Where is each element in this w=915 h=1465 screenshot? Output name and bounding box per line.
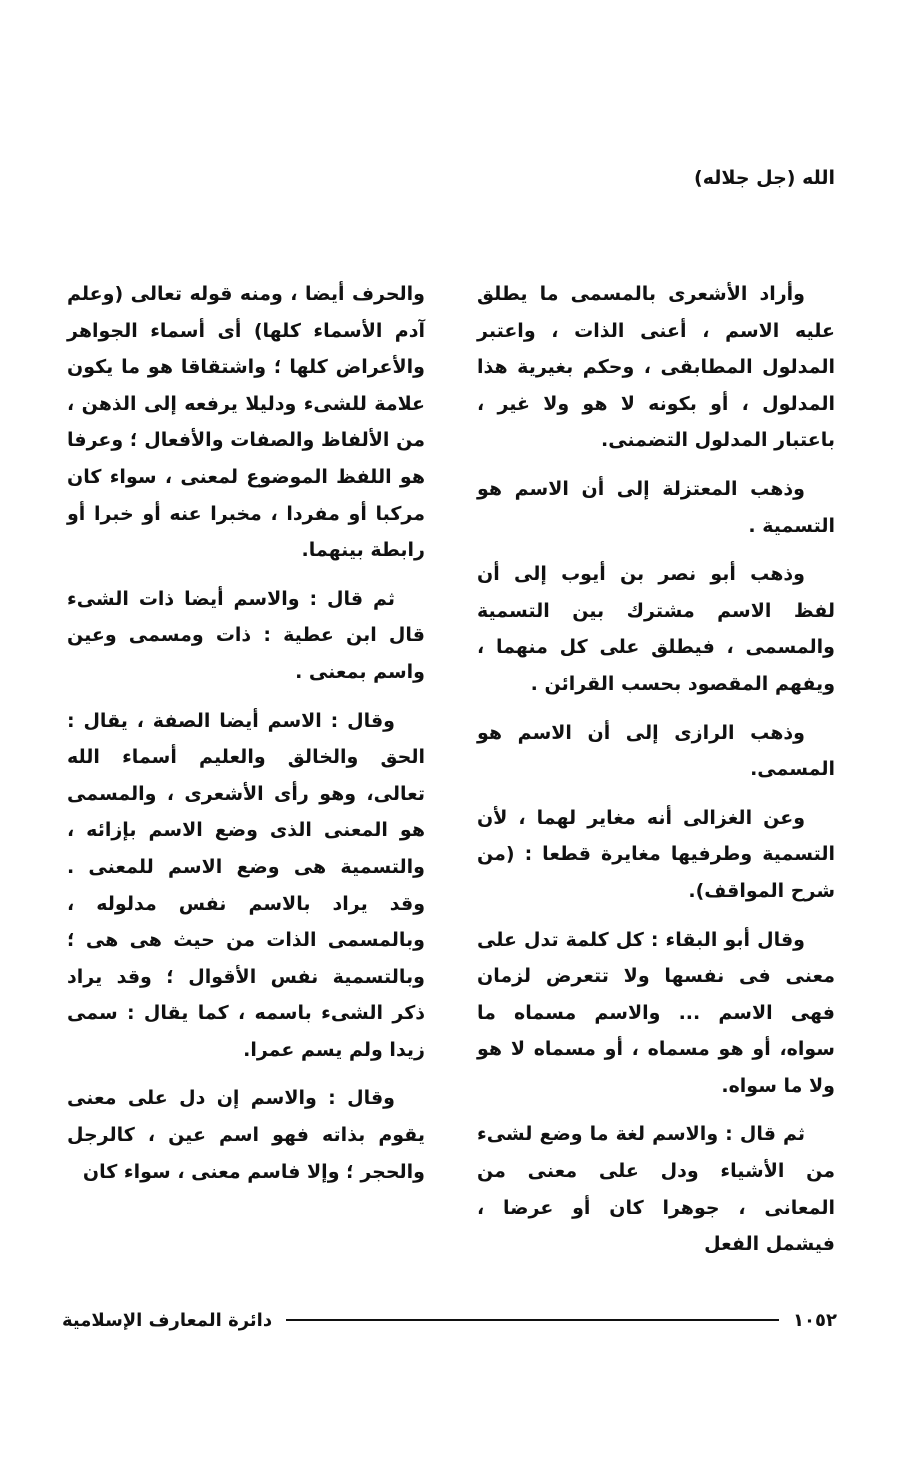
- paragraph-continued: والحرف أيضا ، ومنه قوله تعالى (وعلم آدم الأسماء كلها) أى أسماء الجواهر والأعراض كلها ؛ واشتقاقا هو ما يكون علامة للشىء ودليلا يرفعه إلى الذهن ، من الألفاظ والصفات والأفعال ؛ وعرفا هو اللفظ الموضوع لمعنى ، سواء كان مركبا أو مفردا ، مخبرا عنه أو خبرا أو رابطة بينهما.: [67, 283, 425, 562]
- paragraph: وذهب أبو نصر بن أيوب إلى أن لفظ الاسم مشترك بين التسمية والمسمى ، فيطلق على كل منهما ، ويفهم المقصود بحسب القرائن .: [477, 563, 835, 695]
- paragraph: وأراد الأشعرى بالمسمى ما يطلق عليه الاسم ، أعنى الذات ، واعتبر المدلول المطابقى ، وحكم بغيرية هذا المدلول ، أو بكونه لا هو ولا غير ، باعتبار المدلول التضمنى.: [477, 283, 835, 452]
- left-column: [67, 276, 425, 1202]
- paragraph: وقال أبو البقاء : كل كلمة تدل على معنى فى نفسها ولا تتعرض لزمان فهى الاسم ... والاسم مسماه ما سواه، أو هو مسماه ، أو مسماه لا هو ولا ما سواه.: [477, 928, 835, 1097]
- paragraph: وعن الغزالى أنه مغاير لهما ، لأن التسمية وطرفيها مغايرة قطعا : (من شرح المواقف).: [477, 806, 835, 902]
- page-number: ١٠٥٢: [793, 1309, 837, 1331]
- page-footer: [62, 1300, 837, 1340]
- paragraph: وقال : الاسم أيضا الصفة ، يقال : الحق والخالق والعليم أسماء الله تعالى، وهو رأى الأشعرى ، والمسمى هو المعنى الذى وضع الاسم بإزائه ، والتسمية هى وضع الاسم للمعنى . وقد يراد بالاسم نفس مدلوله ، وبالمسمى الذات من حيث هى هى ؛ وبالتسمية نفس الأقوال ؛ وقد يراد ذكر الشىء باسمه ، كما يقال : سمى زيدا ولم يسم عمرا.: [67, 709, 425, 1061]
- paragraph: ثم قال : والاسم لغة ما وضع لشىء من الأشياء ودل على معنى من المعانى ، جوهرا كان أو عرضا ، فيشمل الفعل: [477, 1123, 835, 1256]
- paragraph: ثم قال : والاسم أيضا ذات الشىء قال ابن عطية : ذات ومسمى وعين واسم بمعنى .: [67, 587, 425, 683]
- running-head: الله (جل جلاله): [694, 167, 835, 189]
- paragraph: وذهب الرازى إلى أن الاسم هو المسمى.: [477, 721, 835, 781]
- publication-title: دائرة المعارف الإسلامية: [62, 1309, 273, 1331]
- right-column: [477, 276, 835, 1275]
- paragraph: وذهب المعتزلة إلى أن الاسم هو التسمية .: [477, 477, 835, 537]
- footer-rule: [286, 1319, 779, 1321]
- paragraph: وقال : والاسم إن دل على معنى يقوم بذاته فهو اسم عين ، كالرجل والحجر ؛ وإلا فاسم معنى ، سواء كان: [67, 1087, 425, 1183]
